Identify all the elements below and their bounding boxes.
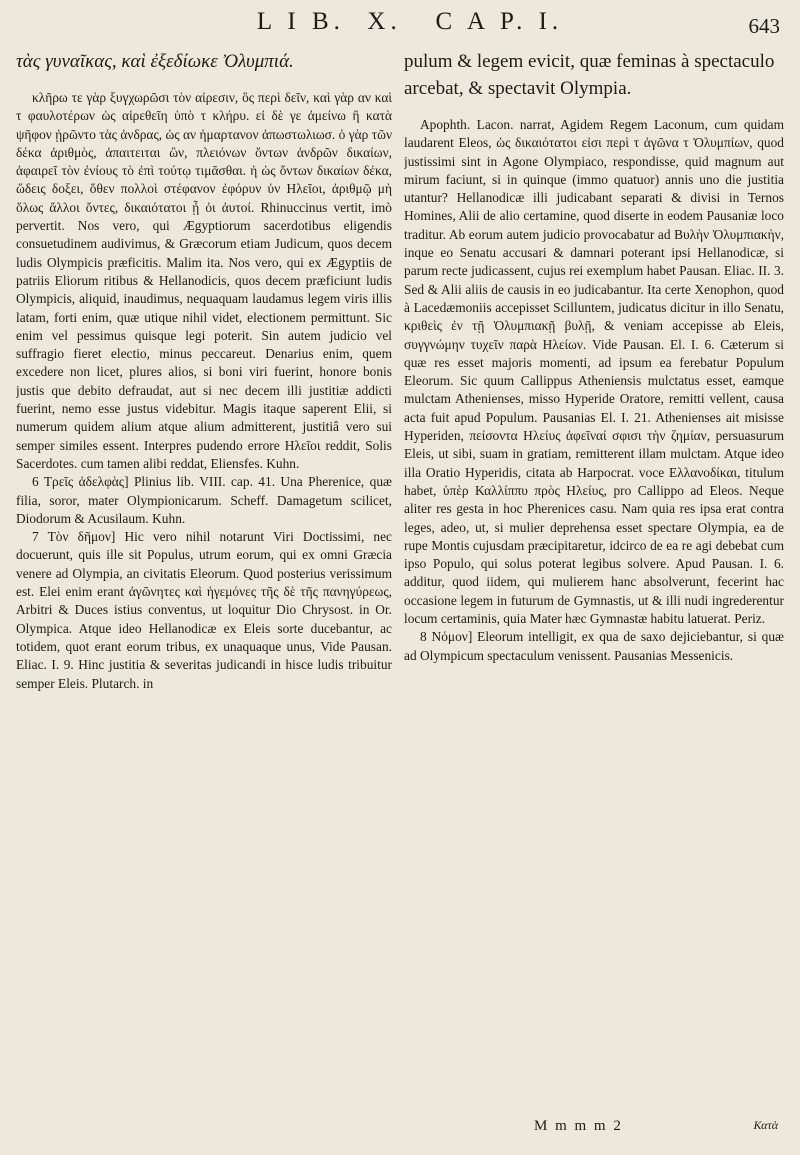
running-header: [80, 8, 740, 42]
footnote-7-continued: Apophth. Lacon. narrat, Agidem Regem Laconum, cum quidam laudarent Eleos, ὡς δικαιότατοι εἰσι περὶ τ ἀγῶνα τ Ὀλυμπίων, quod justissimi sint in Agone Olympiaco, respondisse, quid magnum aut mirum faciunt, si in quinque (immo quatuor) annis uno die justitia utantur? Hellanodicæ illi judicabant separati & divisi in Ternos Homines, Alii de alio certamine, quod diserte in eodem Pausaniæ loco traditur. Ab eorum autem judicio provocabatur ad Βυλὴν Ὀλυμπιακὴν, inque eo Senatu accusari & damnari poterant ipsi Hellanodicæ, si parum recte judicassent, cujus rei exemplum habet Pausan. Eliac. II. 3. Sed & Alii aliis de causis in eo judicabantur. Ita certe Xenophon, quod à Lacedæmoniis accepisset Scilluntem, judicatus dicitur in illo Senatu, κριθεὶς ἐν τῇ Ὀλυμπιακῇ βυλῇ, & veniam accepisse ab Eleis, συγγνώμην τυχεῖν παρὰ Ηλείων. Vide Pausan. El. I. 6. Cæterum si quæ res esset majoris momenti, ad ipsum ea ferebatur Populum Eleorum. Sic quum Callippus Atheniensis mulctatus esset, eamque mulctam Athenienses, misso Hyperide Oratore, remitti vellent, causa acta fuit apud Populum. Pausanias El. I. 21. Athenienses ait misisse Hyperiden, πείσοντα Ηλείυς ἀφεῖναί σφισι τὴν ζημίαν, persuasurum Eleis, ut sibi, suam in gratiam, remitterent illam mulctam. Atque ideo illa Oratio Hyperidis, citata ab Harpocrat. voce Ελλανοδίκαι, titulum habet, ὑπὲρ Καλλίππυ πρὸς Ηλείυς, pro Callippo ad Eleos. Neque aliter res gesta in hoc Pherenices casu. Nam quia res ipsa erat contra leges, adeo, ut, si mulier deprehensa esset spectare Olympia, ea de rupe Montis cujusdam præcipitaretur, idcirco de ea re agi debebat cum ipso Populo, qui solus poterat legibus solvere. Apud Pausan. I. 6. additur, quod iidem, qui mulierem hanc absolverunt, fecerint hac occasione legem in futurum de Gymnastis, ut & illi nudi ingrederentur locum certaminis, quia Mater hæc Gymnastæ habitu latuerat. Periz.: [404, 117, 784, 627]
footnote-5: κλῆρω τε γὰρ ξυγχωρῶσι τὸν αἰρεσιν, ὃς περὶ δεῖν, καὶ γὰρ αν καὶ τ φαυλοτέρων ὡς αἱρεθεῖη ὑπὸ τ κλήρυ. εἰ δὲ γε ἀμείνω ἢ κατὰ ψῆφον ᾑρῶντο τὰς ἀνδρας, ὡς αν ἡμαρτανον ἀπωστωλιωσ. ὁ γὰρ τῶν δέκα ἀριθμὸς, ἀπαιτειται ὢν, πλειόνων ὄντων ἀνδρῶν δικαίων, ἀφαιρεῖ τὸν ἐνίους τὸ ἐπὶ τούτῳ τιμᾶσθαι. ἡ ὡς ὄντων δικαίων δέκα, ὥδεις δοξει, ὅθεν πολλοὶ στέφανον ἐφόρυν ὑν Ηλεῖοι, ἀριθμῷ μὴ ὅλως ἄλλοι ὄντες, δικαιότατοι ᾖ ὀι ἀυτοί. Rhinuccinus vertit, imò pervertit. Nos vero, qui Ægyptiorum sacerdotibus eligendis consuetudinem audivimus, & Græcorum etiam Judicum, quos decem ludis Olympicis præficitis. Malim ita. Nos vero, qui ex Ægyptiis de patriis Eliorum ritibus & Hellanodicis, quos decem præficiunt ludis Olympicis, aliquid, inaudimus, nequaquam laudamus legem viris illis latam, forti enim, quæ utique nihil videt, electionem permittunt. Sic enim vel pessimus quisque legi poterit. Sin autem judicio vel suffragio fieret electio, minus peccareut. Denarius enim, quem excedere non licet, plures alios, si boni viri fuerint, honore bonis justis que debito defraudat, aut si nec decem illi justitiæ addicti fuerint, nemo esse justus videbitur. Magis itaque saperent Elii, si numerum quidem alium atque alium admitterent, justitiâ vero sui semper similes essent. Interpres pudendo errore Ηλεῖοι reddit, Solis Sacerdotes. cum tamen alibi reddat, Eliensfes. Kuhn.: [16, 90, 392, 471]
catchword: Κατὰ: [753, 1118, 778, 1132]
header-chapter: C A P. I.: [435, 8, 564, 35]
page-number: 643: [748, 14, 780, 38]
left-column: [16, 48, 392, 1143]
right-column: [404, 48, 784, 1143]
main-text-greek: τὰς γυναῖκας, καὶ ἐξεδίωκε Ὀλυμπιά.: [16, 51, 294, 72]
footnote-7: 7 Τὸν δῆμον] Hic vero nihil notarunt Viri Doctissimi, nec docuerunt, quis ille sit Populus, utrum eorum, qui ex omni Græcia venere ad Olympia, an civitatis Eleorum. Quod posterius verissimum est. Elei enim erant ἀγῶνητες καὶ ἡγεμόνες τῆς δὲ τῆς πανηγύρεως, Arbitri & Duces istius conventus, ut loquitur Dio Chrysost. in Or. Olympica. Atque ideo Hellanodicæ ex Eleis sorte ducebantur, ac totidem, quot erant eorum tribus, ex unaquaque unus, Vide Pausan. Eliac. I. 9. Hinc justitia & severitas judicandi in hisce ludis tribuitur semper Eleis. Plutarch. in: [16, 529, 392, 691]
signature-mark: M m m m 2: [534, 1118, 623, 1134]
header-book: L I B.: [256, 8, 345, 35]
main-text-latin: pulum & legem evicit, quæ feminas à spectaculo arcebat, & spectavit Olympia.: [404, 51, 775, 99]
header-book-number: X.: [367, 8, 402, 35]
footnote-8: 8 Νόμον] Eleorum intelligit, ex qua de saxo dejiciebantur, si quæ ad Olympicum spectaculum venissent. Pausanias Messenicis.: [404, 629, 784, 663]
footnote-6: 6 Τρεῖς ἀδελφὰς] Plinius lib. VIII. cap. 41. Una Pherenice, quæ filia, soror, mater Olympionicarum. Scheff. Damagetum scilicet, Diodorum & Acusilaum. Kuhn.: [16, 474, 392, 526]
